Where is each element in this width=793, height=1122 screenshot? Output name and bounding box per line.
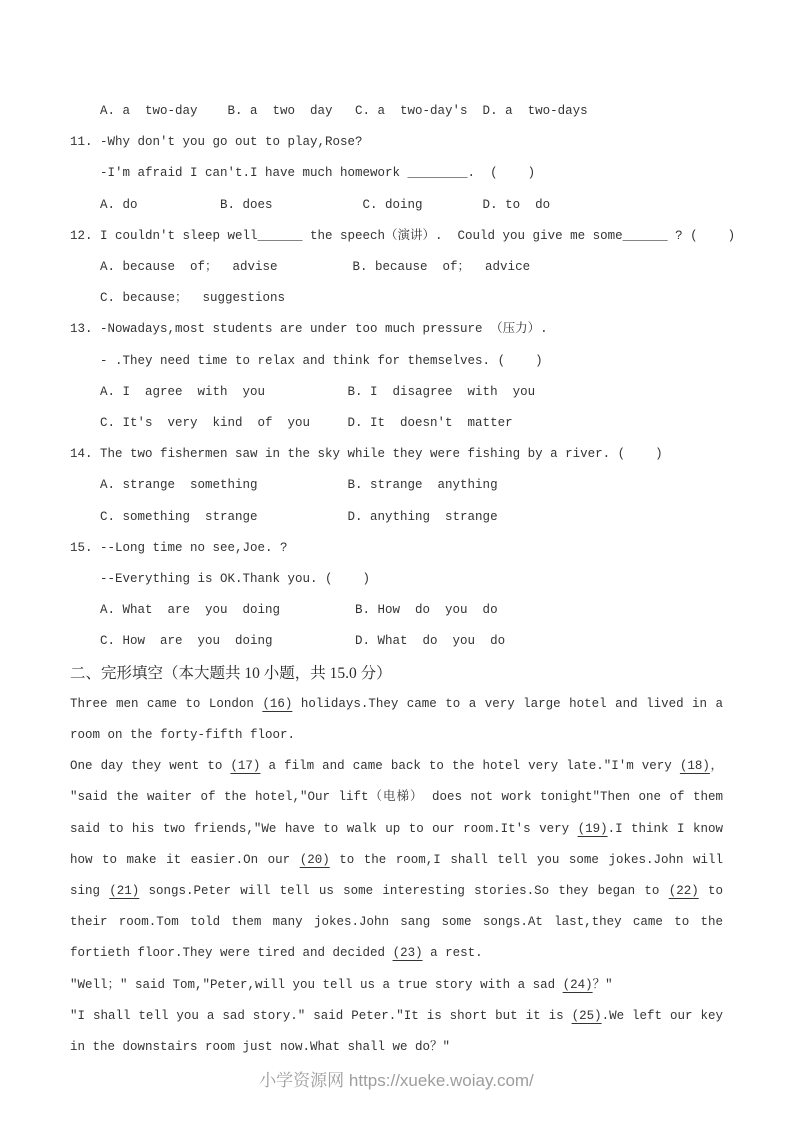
cloze-passage <box>70 689 723 1063</box>
question-text: C. something strange D. anything strange <box>100 509 498 524</box>
cloze-paragraph: Three men came to London (16) holidays.They came to a very large hotel and lived in a room on the forty-fifth floor. <box>70 696 723 743</box>
exam-page <box>70 96 736 1063</box>
cloze-blank: (19) <box>577 821 608 836</box>
question-text: - .They need time to relax and think for themselves. ( ) <box>100 353 543 368</box>
question-line <box>70 346 723 377</box>
question-text: C. It's very kind of you D. It doesn't matter <box>100 416 513 431</box>
cloze-blank: (16) <box>262 696 293 711</box>
question-text: -Why don't you go out to play,Rose? <box>100 135 363 150</box>
question-text: -Nowadays,most students are under too much pressure （压力）. <box>100 322 548 337</box>
cloze-blank: (25) <box>571 1008 602 1023</box>
cloze-blank: (20) <box>299 852 330 867</box>
cloze-section-heading: 二、完形填空（本大题共 10 小题，共 15.0 分） <box>70 664 392 682</box>
question-line <box>70 190 723 221</box>
question-number: 12. <box>70 228 93 243</box>
question-line <box>70 252 723 283</box>
question-number: 13. <box>70 322 93 337</box>
question-line <box>70 221 736 252</box>
question-text: C. because； suggestions <box>100 291 286 306</box>
footer-watermark: 小学资源网 https://xueke.woiay.com/ <box>259 1071 534 1090</box>
question-text: A. do B. does C. doing D. to do <box>100 197 551 212</box>
question-line <box>70 626 723 657</box>
question-line <box>70 127 723 158</box>
question-line <box>70 283 723 314</box>
question-number: 15. <box>70 540 93 555</box>
question-line <box>70 533 723 564</box>
question-text: A. a two-day B. a two day C. a two-day's D. a two-days <box>100 104 588 118</box>
question-text: --Long time no see,Joe. ? <box>100 540 288 555</box>
cloze-paragraph: ″I shall tell you a sad story.″ said Peter.″It is short but it is (25).We left our key in the downstairs room just now.What shall we do？″ <box>70 1008 723 1055</box>
cloze-paragraph: One day they went to (17) a film and came back to the hotel very late.″I'm very (18)，″said the waiter of the hotel,″Our lift（电梯） does not work tonight″Then one of them said to his two friends,″We have to walk up to our room.It's very (19).I think I know how to make it easier.On our (20) to the room,I shall tell you some jokes.John will sing (21) songs.Peter will tell us some interesting stories.So they began to (22) to their room.Tom told them many jokes.John sang some songs.At last,they came to the fortieth floor.They were tired and decided (23) a rest. <box>70 759 723 961</box>
question-text: A. I agree with you B. I disagree with you <box>100 384 536 399</box>
cloze-blank: (22) <box>668 884 699 899</box>
question-text: -I'm afraid I can't.I have much homework ________. ( ) <box>100 166 536 181</box>
question-line <box>70 377 723 408</box>
question-text: C. How are you doing D. What do you do <box>100 634 506 649</box>
question-line <box>70 470 723 501</box>
cloze-blank: (23) <box>392 946 423 961</box>
question-text: A. because of； advise B. because of； advice <box>100 260 531 275</box>
question-line <box>70 595 723 626</box>
question-text: A. strange something B. strange anything <box>100 478 498 493</box>
cloze-blank: (24) <box>562 977 593 992</box>
question-line <box>70 96 723 127</box>
cloze-blank: (17) <box>230 759 261 774</box>
question-number: 14. <box>70 447 93 462</box>
question-line <box>70 439 723 470</box>
question-text: I couldn't sleep well______ the speech（演讲）. Could you give me some______ ? ( ) <box>100 228 736 243</box>
cloze-blank: (21) <box>109 884 140 899</box>
question-line <box>70 314 723 345</box>
question-line <box>70 408 723 439</box>
question-text: A. What are you doing B. How do you do <box>100 603 498 618</box>
cloze-blank: (18) <box>679 759 710 774</box>
question-line <box>70 564 723 595</box>
question-text: The two fishermen saw in the sky while they were fishing by a river. ( ) <box>100 447 663 462</box>
question-number: 11. <box>70 135 93 150</box>
question-line <box>70 158 723 189</box>
choice-questions <box>70 96 736 658</box>
question-text: --Everything is OK.Thank you. ( ) <box>100 572 371 587</box>
cloze-paragraph: ″Well；″ said Tom,″Peter,will you tell us a true story with a sad (24)？″ <box>70 977 613 992</box>
question-line <box>70 502 723 533</box>
